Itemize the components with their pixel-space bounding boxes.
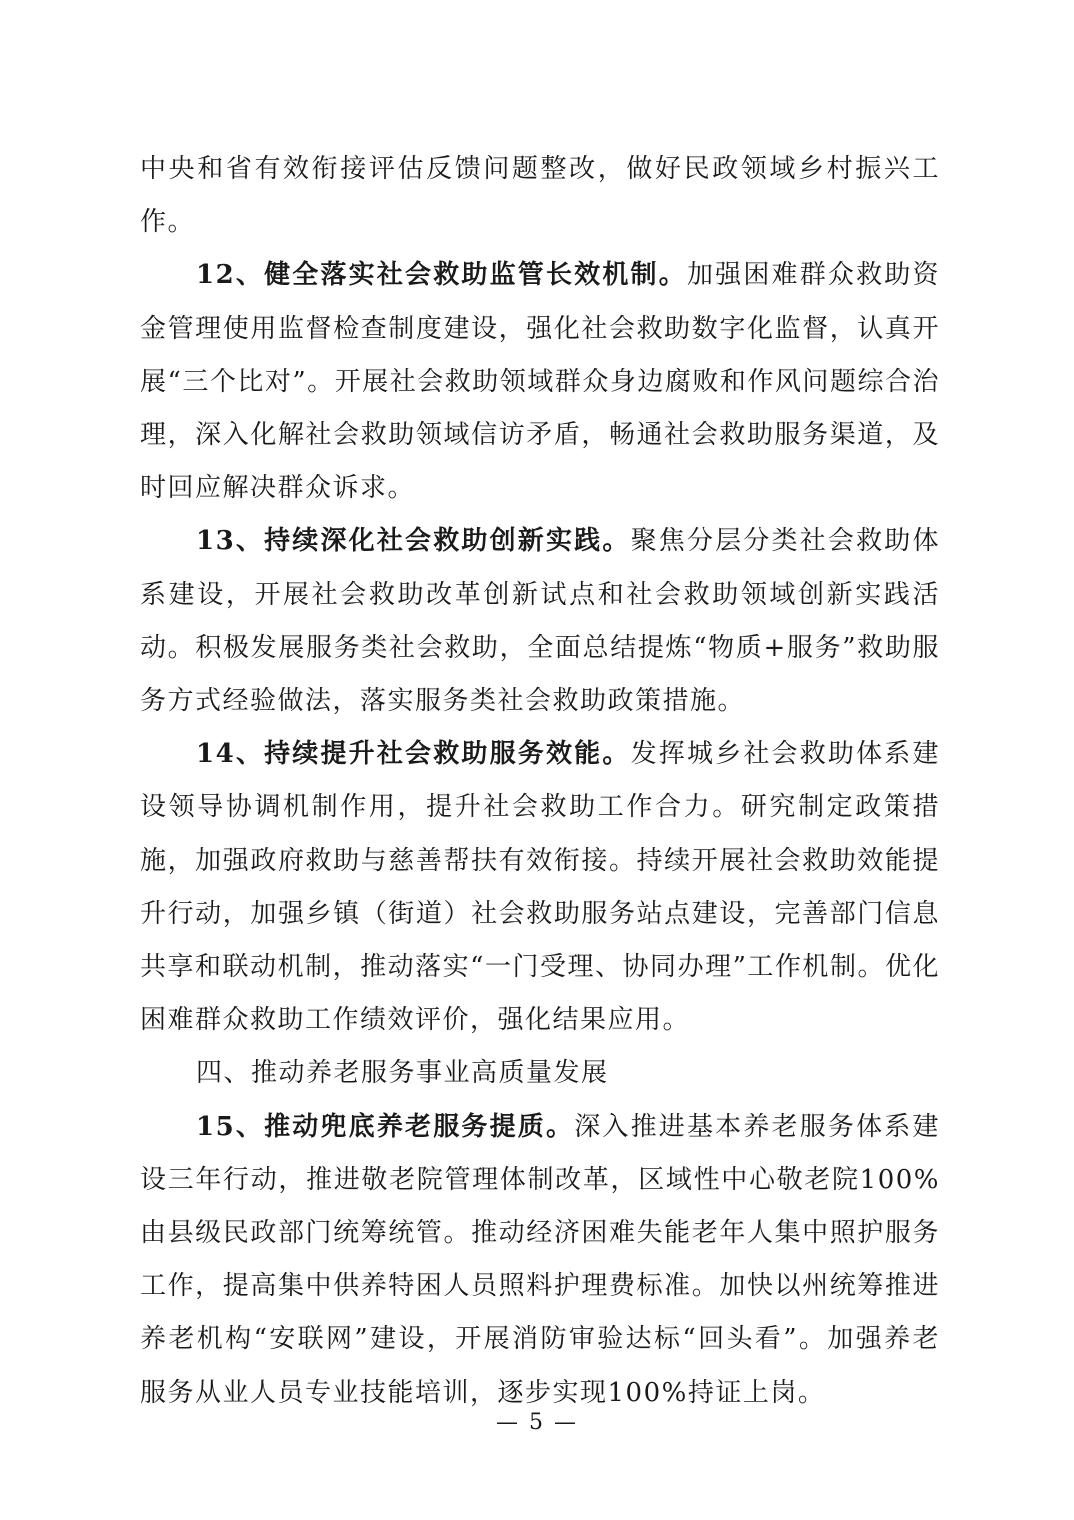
- page-number: — 5 —: [496, 1410, 578, 1435]
- paragraph-12: [140, 249, 940, 515]
- paragraph-text: 中央和省有效衔接评估反馈问题整改，做好民政领域乡村振兴工作。: [140, 154, 940, 238]
- paragraph-title: 12、健全落实社会救助监管长效机制。: [196, 260, 687, 291]
- paragraph-14: [140, 728, 940, 1047]
- document-body: [140, 143, 940, 1420]
- paragraph-continuation: [140, 143, 940, 249]
- paragraph-13: [140, 515, 940, 728]
- paragraph-title: 15、推动兜底养老服务提质。: [196, 1111, 575, 1142]
- paragraph-15: [140, 1101, 940, 1420]
- paragraph-title: 14、持续提升社会救助服务效能。: [196, 739, 631, 770]
- paragraph-text: 加强困难群众救助资金管理使用监督检查制度建设，强化社会救助数字化监督，认真开展“三个比对”。开展社会救助领域群众身边腐败和作风问题综合治理，深入化解社会救助领域信访矛盾，畅通社会救助服务渠道，及时回应解决群众诉求。: [140, 260, 940, 504]
- paragraph-text: 聚焦分层分类社会救助体系建设，开展社会救助改革创新试点和社会救助领域创新实践活动。积极发展服务类社会救助，全面总结提炼“物质+服务”救助服务方式经验做法，落实服务类社会救助政策措施。: [140, 526, 940, 717]
- paragraph-text: 发挥城乡社会救助体系建设领导协调机制作用，提升社会救助工作合力。研究制定政策措施，加强政府救助与慈善帮扶有效衔接。持续开展社会救助效能提升行动，加强乡镇（街道）社会救助服务站点建设，完善部门信息共享和联动机制，推动落实“一门受理、协同办理”工作机制。优化困难群众救助工作绩效评价，强化结果应用。: [140, 739, 940, 1036]
- paragraph-title: 13、持续深化社会救助创新实践。: [196, 526, 631, 557]
- section-heading: 四、推动养老服务事业高质量发展: [196, 1058, 609, 1089]
- paragraph-text: 深入推进基本养老服务体系建设三年行动，推进敬老院管理体制改革，区域性中心敬老院100%由县级民政部门统筹统管。推动经济困难失能老年人集中照护服务工作，提高集中供养特困人员照料护理费标准。加快以州统筹推进养老机构“安联网”建设，开展消防审验达标“回头看”。加强养老服务从业人员专业技能培训，逐步实现100%持证上岗。: [140, 1111, 940, 1408]
